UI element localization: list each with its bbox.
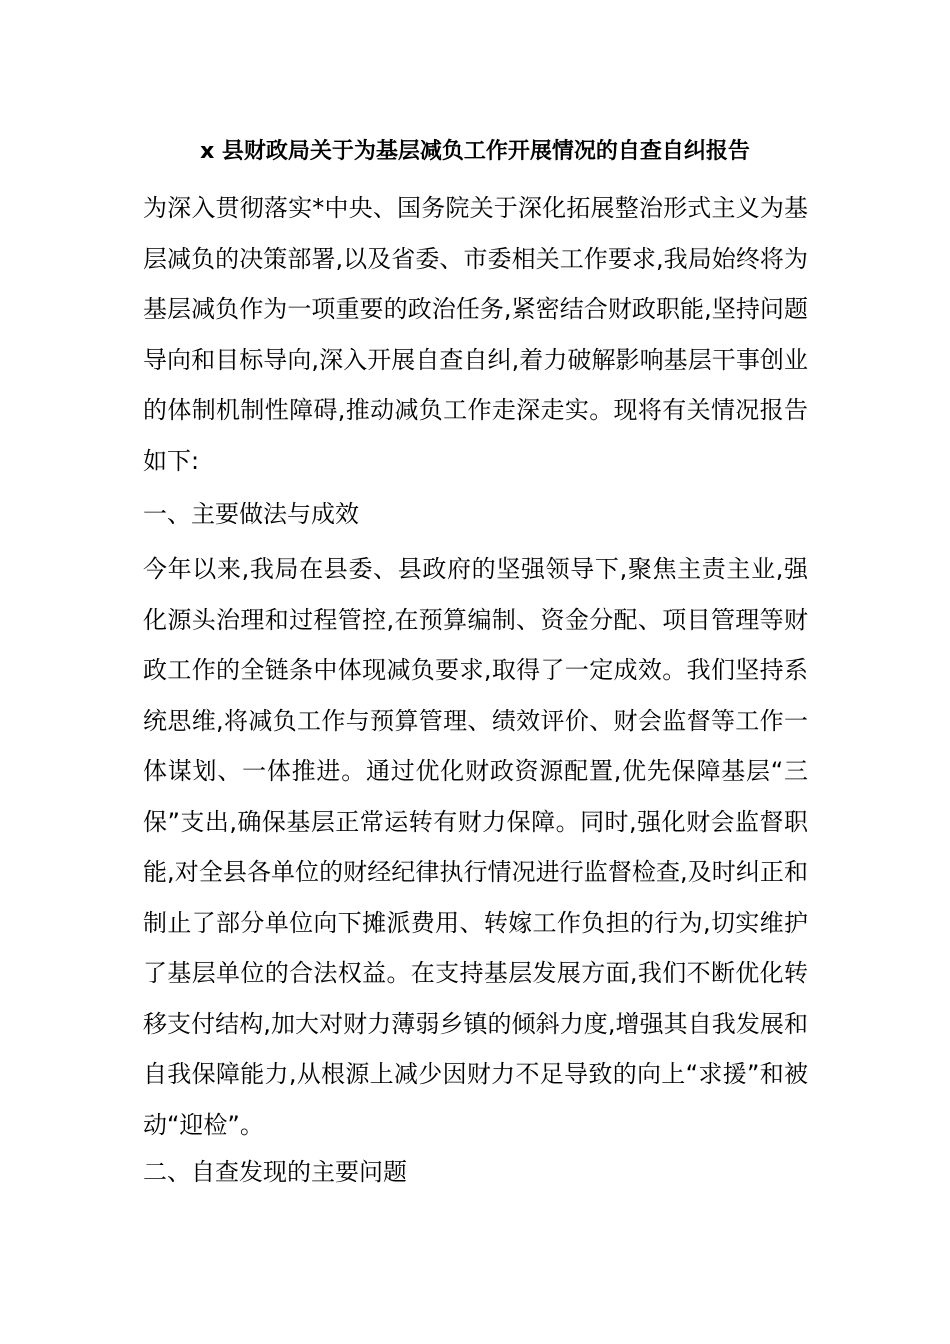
section-1-paragraph: 今年以来,我局在县委、县政府的坚强领导下,聚焦主责主业,强化源头治理和过程管控,在预算编制、资金分配、项目管理等财政工作的全链条中体现减负要求,取得了一定成效。我们坚持系统思维,将减负工作与预算管理、绩效评价、财会监督等工作一体谋划、一体推进。通过优化财政资源配置,优先保障基层“三保”支出,确保基层正常运转有财力保障。同时,强化财会监督职能,对全县各单位的财经纪律执行情况进行监督检查,及时纠正和制止了部分单位向下摊派费用、转嫁工作负担的行为,切实维护了基层单位的合法权益。在支持基层发展方面,我们不断优化转移支付结构,加大对财力薄弱乡镇的倾斜力度,增强其自我发展和自我保障能力,从根源上减少因财力不足导致的向上“求援”和被动“迎检”。 <box>143 555 808 1139</box>
section-heading-2: 二、自查发现的主要问题 <box>143 1158 407 1186</box>
section-heading-1: 一、主要做法与成效 <box>143 500 359 528</box>
intro-paragraph: 为深入贯彻落实*中央、国务院关于深化拓展整治形式主义为基层减负的决策部署,以及省委、市委相关工作要求,我局始终将为基层减负作为一项重要的政治任务,紧密结合财政职能,坚持问题导向和目标导向,深入开展自查自纠,着力破解影响基层干事创业的体制机制性障碍,推动减负工作走深走实。现将有关情况报告如下: <box>143 194 808 475</box>
document-title: x 县财政局关于为基层减负工作开展情况的自查自纠报告 <box>200 139 750 164</box>
